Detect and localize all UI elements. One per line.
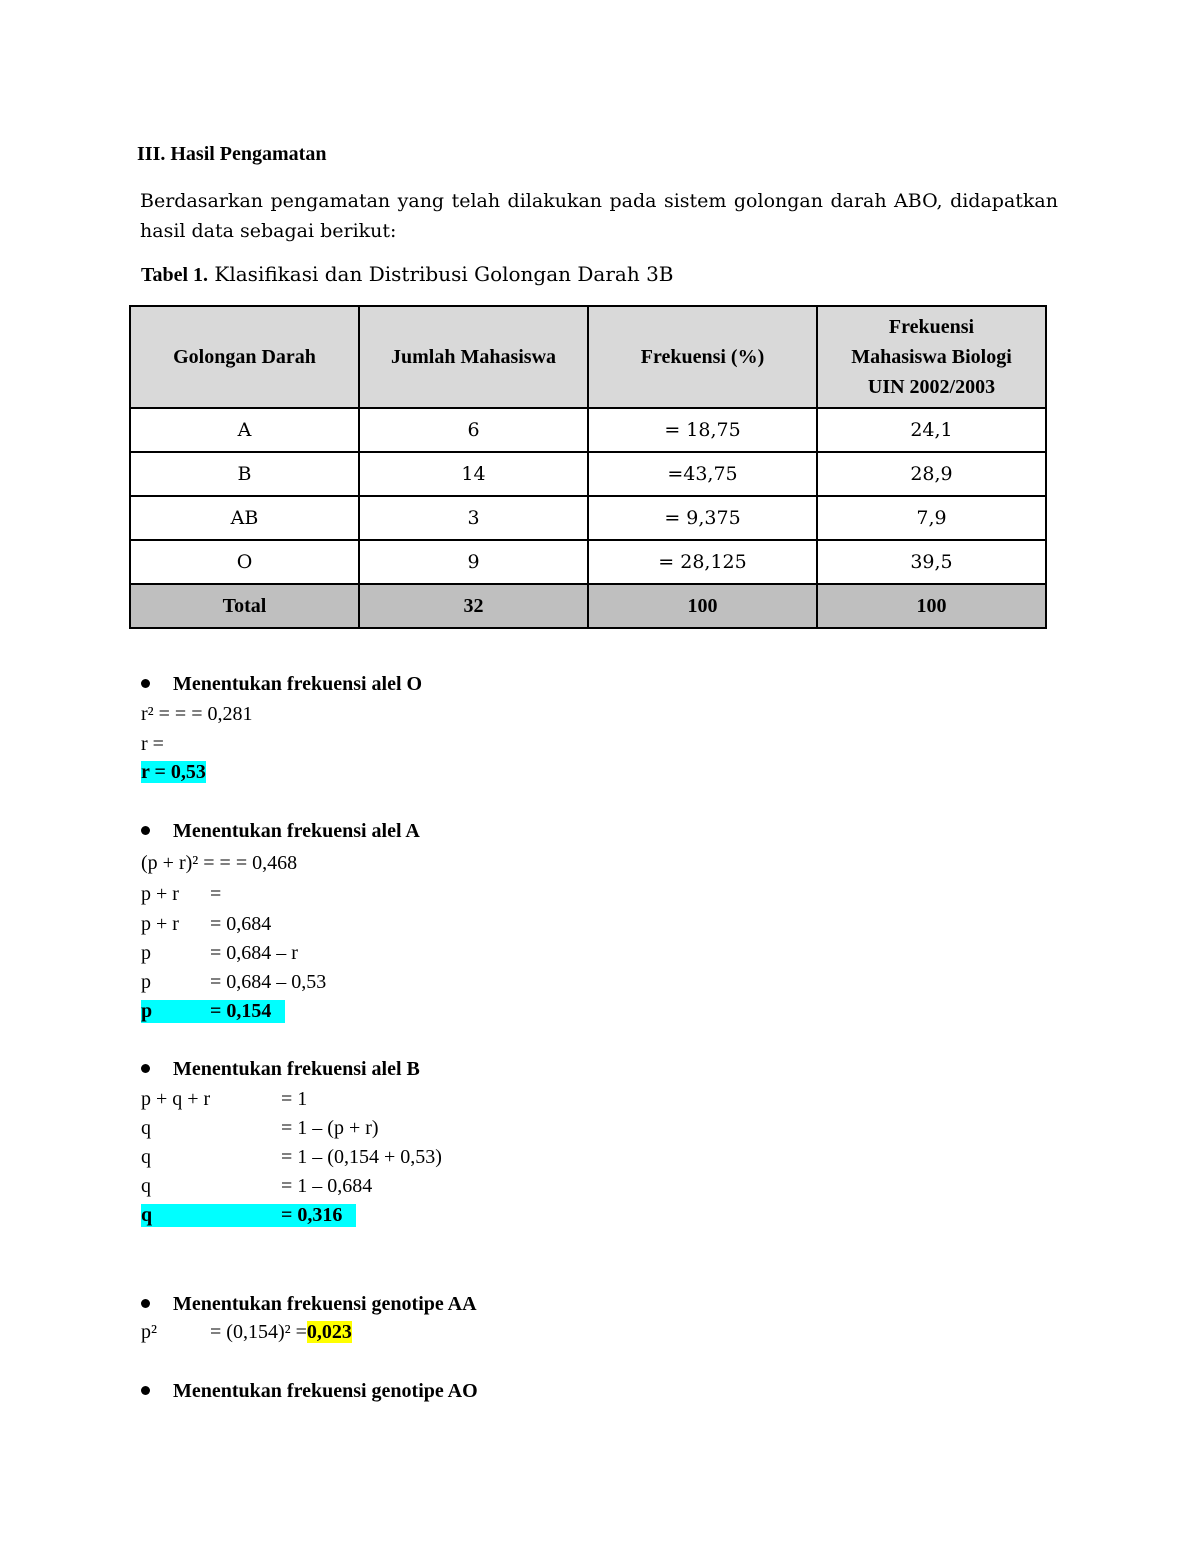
formula-rhs: = 1 – (0,154 + 0,53): [281, 1146, 442, 1168]
formula-lhs: p: [141, 942, 151, 964]
section-title-text: Menentukan frekuensi alel A: [173, 820, 420, 842]
result-highlight: 0,023: [306, 1321, 352, 1343]
total-frekuensi-biologi: 100: [817, 584, 1046, 628]
bullet-icon: [141, 1386, 150, 1395]
table-row: [130, 452, 1046, 496]
bullet-icon: [141, 1064, 150, 1073]
formula-lhs: p²: [141, 1321, 157, 1343]
formula-line: [141, 1117, 379, 1140]
table-cell: =43,75: [588, 452, 817, 496]
result-highlight: [141, 1204, 356, 1227]
formula-line: [141, 942, 298, 965]
header-frekuensi: Frekuensi (%): [588, 306, 817, 408]
table-header-row: [130, 306, 1046, 408]
section-alel-b-title: [141, 1058, 420, 1081]
result-line: [141, 761, 206, 784]
header-frekuensi-biologi-line2: Mahasiswa Biologi: [851, 346, 1012, 368]
formula-lhs: p: [141, 971, 151, 993]
section-alel-o-title: [141, 673, 422, 696]
table-cell: 7,9: [817, 496, 1046, 540]
formula-rhs: = 0,684 – r: [210, 942, 298, 964]
formula-lhs: q: [141, 1146, 151, 1168]
formula-rhs: = 0,684 – 0,53: [210, 971, 327, 993]
section-title-text: Menentukan frekuensi alel O: [173, 673, 423, 695]
section-heading: III. Hasil Pengamatan: [137, 143, 327, 165]
table-total-row: [130, 584, 1046, 628]
table-caption-label: Tabel 1.: [141, 264, 209, 286]
table-cell: B: [130, 452, 359, 496]
formula-lhs: p + r: [141, 913, 179, 935]
bullet-icon: [141, 679, 150, 688]
table-cell: 9: [359, 540, 588, 584]
formula-line: [141, 1146, 442, 1169]
formula-line: r² = = = 0,281: [141, 703, 253, 725]
formula-line: [141, 971, 326, 994]
section-genotipe-aa-title: [141, 1293, 477, 1316]
formula-rhs: = 1 – (p + r): [281, 1117, 379, 1139]
table-cell: 6: [359, 408, 588, 452]
intro-paragraph: Berdasarkan pengamatan yang telah dilakukan pada sistem golongan darah ABO, didapatkan hasil data sebagai berikut:: [140, 190, 1058, 242]
result-lhs: q: [141, 1204, 153, 1226]
result-line: [141, 1204, 356, 1227]
formula-lhs: p + q + r: [141, 1088, 211, 1110]
table-caption-text: Klasifikasi dan Distribusi Golongan Darah 3B: [208, 262, 674, 286]
result-highlight: [141, 1000, 285, 1023]
table-caption: [141, 262, 674, 287]
total-frekuensi: 100: [588, 584, 817, 628]
table-cell: 24,1: [817, 408, 1046, 452]
header-golongan-darah: Golongan Darah: [130, 306, 359, 408]
result-lhs: p: [141, 1000, 153, 1022]
formula-line: [141, 1321, 352, 1344]
formula-line: (p + r)² = = = 0,468: [141, 852, 298, 874]
result-rhs: = 0,154: [210, 1000, 272, 1022]
table-cell: AB: [130, 496, 359, 540]
formula-rhs: =: [210, 883, 222, 905]
formula-line: [141, 883, 221, 906]
header-frekuensi-biologi-line3: UIN 2002/2003: [867, 376, 996, 398]
bullet-icon: [141, 1299, 150, 1308]
formula-rhs: = 0,684: [210, 913, 272, 935]
formula-lhs: p + r: [141, 883, 179, 905]
table-row: [130, 496, 1046, 540]
bullet-icon: [141, 826, 150, 835]
result-highlight: r = 0,53: [141, 761, 206, 783]
table-cell: A: [130, 408, 359, 452]
formula-line: [141, 913, 271, 936]
table-cell: O: [130, 540, 359, 584]
table-cell: = 28,125: [588, 540, 817, 584]
section-title-text: Menentukan frekuensi genotipe AA: [173, 1293, 477, 1315]
total-jumlah: 32: [359, 584, 588, 628]
table-cell: = 18,75: [588, 408, 817, 452]
formula-lhs: q: [141, 1175, 151, 1197]
table-cell: 14: [359, 452, 588, 496]
section-alel-a-title: [141, 820, 420, 843]
total-label: Total: [130, 584, 359, 628]
blood-type-table: [129, 305, 1047, 629]
result-line: [141, 1000, 285, 1023]
formula-line: [141, 1175, 372, 1198]
section-title-text: Menentukan frekuensi genotipe AO: [173, 1380, 478, 1402]
header-frekuensi-biologi-line1: Frekuensi: [888, 316, 975, 338]
table-row: [130, 540, 1046, 584]
header-jumlah-mahasiswa: Jumlah Mahasiswa: [359, 306, 588, 408]
header-frekuensi-biologi: [817, 306, 1046, 408]
formula-lhs: q: [141, 1117, 151, 1139]
result-rhs: = 0,316: [281, 1204, 343, 1226]
table-cell: 39,5: [817, 540, 1046, 584]
section-genotipe-ao-title: [141, 1380, 478, 1403]
table-cell: = 9,375: [588, 496, 817, 540]
formula-rhs: = 1: [281, 1088, 308, 1110]
table-row: [130, 408, 1046, 452]
table-cell: 28,9: [817, 452, 1046, 496]
section-title-text: Menentukan frekuensi alel B: [173, 1058, 420, 1080]
formula-rhs: = 1 – 0,684: [281, 1175, 373, 1197]
table-cell: 3: [359, 496, 588, 540]
formula-line: r =: [141, 733, 164, 755]
formula-line: [141, 1088, 307, 1111]
formula-rhs: = (0,154)² =: [210, 1321, 307, 1343]
